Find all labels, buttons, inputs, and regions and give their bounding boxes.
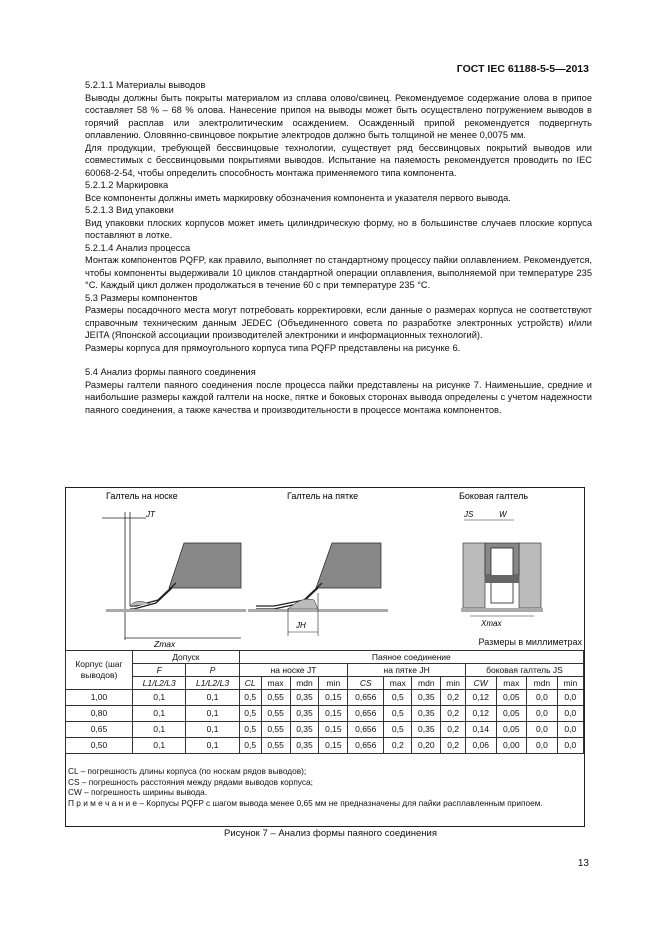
section-heading: 5.2.1.2 Маркировка [85, 180, 169, 190]
table-cell: 0,0 [527, 722, 558, 738]
table-cell: 0,00 [496, 738, 527, 754]
table-cell: 0,15 [319, 722, 348, 738]
table-cell: 0,35 [412, 722, 441, 738]
paragraph: Монтаж компонентов PQFP, как правило, выполняет по стандартному процессу пайки оплавлением. Рекомендуется, чтобы компоненты выдерживали 10 циклов стандартной операции оплавления, выполняемой при температуре 235 °С. Каждый цикл должен продолжаться в течение 60 с при температуре 235 °С. [85, 255, 592, 290]
paragraph: Размеры галтели паяного соединения после процесса пайки представлены на рисунке 7. Наименьшие, средние и наибольшие размеры каждой галтели на носке, пятке и боковых сторонах вывода определены с учетом надежности паяного соединения, а также качества и производительности в процессе монтажа компонентов. [85, 379, 592, 415]
side-fillet-diagram [461, 510, 543, 628]
w-label: W [499, 510, 507, 519]
table-cell: 0,35 [412, 690, 441, 706]
jt-label: JT [146, 510, 155, 519]
table-cell: 0,0 [557, 738, 583, 754]
toe-fillet-diagram [102, 510, 246, 648]
js-label: JS [464, 510, 474, 519]
table-cell: 0,1 [133, 690, 186, 706]
table-cell: 0,35 [290, 690, 319, 706]
table-cell: 0,0 [557, 722, 583, 738]
table-cell: 0,5 [384, 706, 412, 722]
diagram-title-heel: Галтель на пятке [287, 491, 359, 501]
table-cell: 0,35 [290, 706, 319, 722]
paragraph: Размеры посадочного места могут потребовать корректировки, если данные о размерах корпуса не соответствуют справочным техническим данным JEDEC (Объединенного совета по разработке электронных устройств) и/или JEITA (Японской ассоциации производителей электроники и информационных технологий). [85, 305, 592, 340]
table-cell: 0,35 [412, 706, 441, 722]
th-l: L1/L2/L3 [133, 677, 186, 690]
note-cw: CW – погрешность ширины вывода. [68, 787, 208, 797]
th-side: боковая галтель JS [465, 664, 583, 677]
table-cell: 0,2 [384, 738, 412, 754]
section-heading: 5.3 Размеры компонентов [85, 292, 198, 303]
table-cell: 0,5 [384, 690, 412, 706]
document-header: ГОСТ IEC 61188-5-5—2013 [456, 63, 589, 75]
body-text [85, 79, 592, 416]
diagram-title-toe: Галтель на носке [106, 491, 178, 501]
table-cell: 0,65 [66, 722, 133, 738]
table-cell: 0,05 [496, 706, 527, 722]
table-cell: 0,656 [348, 722, 384, 738]
table-cell: 0,35 [290, 738, 319, 754]
units-note: Размеры в миллиметрах [478, 637, 582, 647]
th-heel: на пятке JH [348, 664, 466, 677]
table-cell: 0,50 [66, 738, 133, 754]
table-cell: 0,14 [465, 722, 496, 738]
table-cell: 0,5 [239, 690, 261, 706]
th-max: max [261, 677, 290, 690]
table-cell: 0,12 [465, 690, 496, 706]
table-cell: 0,15 [319, 706, 348, 722]
th-min: min [441, 677, 466, 690]
table-cell: 0,06 [465, 738, 496, 754]
table-cell: 0,55 [261, 738, 290, 754]
th-f: F [133, 664, 186, 677]
th-max: max [496, 677, 527, 690]
section-heading: 5.2.1.1 Материалы выводов [85, 80, 206, 90]
table-cell: 0,0 [557, 690, 583, 706]
table-cell: 0,20 [412, 738, 441, 754]
jh-label: JH [296, 621, 306, 630]
table-cell: 0,1 [133, 706, 186, 722]
th-min: min [319, 677, 348, 690]
th-corpus: Корпус (шаг выводов) [66, 651, 133, 690]
table-cell: 0,55 [261, 722, 290, 738]
table-cell: 0,2 [441, 690, 466, 706]
th-l: L1/L2/L3 [186, 677, 239, 690]
th-p: P [186, 664, 239, 677]
table-cell: 0,5 [239, 738, 261, 754]
table-row [66, 722, 584, 738]
heel-fillet-diagram [248, 543, 388, 636]
section-heading: 5.2.1.3 Вид упаковки [85, 205, 174, 215]
table-cell: 0,656 [348, 738, 384, 754]
figure-caption: Рисунок 7 – Анализ формы паяного соединения [224, 828, 437, 839]
table-cell: 0,1 [133, 722, 186, 738]
table-cell: 0,15 [319, 738, 348, 754]
solder-fillet-diagrams [66, 488, 584, 648]
zmax-label: Zmax [154, 639, 176, 648]
table-cell: 0,05 [496, 722, 527, 738]
th-cl: CL [239, 677, 261, 690]
table-cell: 0,5 [239, 706, 261, 722]
table-cell: 0,0 [557, 706, 583, 722]
table-row [66, 738, 584, 754]
table-cell: 0,0 [527, 738, 558, 754]
table-cell: 0,656 [348, 706, 384, 722]
th-tolerance: Допуск [133, 651, 240, 664]
page-number: 13 [577, 858, 589, 869]
table-cell: 0,656 [348, 690, 384, 706]
th-mdn: mdn [527, 677, 558, 690]
th-mdn: mdn [412, 677, 441, 690]
table-cell: 0,15 [319, 690, 348, 706]
section-heading: 5.2.1.4 Анализ процесса [85, 242, 191, 253]
table-cell: 0,05 [496, 690, 527, 706]
table-cell: 0,5 [239, 722, 261, 738]
note-cs: CS – погрешность расстояния между рядами выводов корпуса; [68, 776, 313, 787]
paragraph: Все компоненты должны иметь маркировку обозначения компонента и указателя первого вывода. [85, 192, 511, 203]
table-cell: 0,1 [186, 738, 239, 754]
table-cell: 0,80 [66, 706, 133, 722]
table-cell: 0,0 [527, 690, 558, 706]
th-joint: Паяное соединение [239, 651, 583, 664]
table-cell: 0,1 [133, 738, 186, 754]
th-max: max [384, 677, 412, 690]
paragraph: Размеры корпуса для прямоугольного корпуса типа PQFP представлены на рисунке 6. [85, 342, 461, 353]
th-cs: CS [348, 677, 384, 690]
figure-7 [65, 487, 585, 827]
note-cl: CL – погрешность длины корпуса (по носкам рядов выводов); [68, 766, 307, 776]
table-cell: 0,1 [186, 690, 239, 706]
table-cell: 0,55 [261, 706, 290, 722]
note-remark: П р и м е ч а н и е – Корпусы PQFP с шагом вывода менее 0,65 мм не предназначены для пайки расплавленным припоем. [68, 797, 543, 808]
th-min: min [557, 677, 583, 690]
table-cell: 1,00 [66, 690, 133, 706]
figure-notes [66, 766, 582, 808]
th-mdn: mdn [290, 677, 319, 690]
table-cell: 0,0 [527, 706, 558, 722]
diagram-title-side: Боковая галтель [459, 491, 529, 501]
table-cell: 0,2 [441, 738, 466, 754]
table-cell: 0,1 [186, 706, 239, 722]
table-cell: 0,2 [441, 722, 466, 738]
table-cell: 0,1 [186, 722, 239, 738]
table-row [66, 690, 584, 706]
th-cw: CW [465, 677, 496, 690]
table-cell: 0,55 [261, 690, 290, 706]
section-heading: 5.4 Анализ формы паяного соединения [85, 367, 256, 377]
table-cell: 0,5 [384, 722, 412, 738]
table-cell: 0,2 [441, 706, 466, 722]
fillet-dimensions-table [65, 650, 584, 754]
paragraph: Для продукции, требующей бессвинцовые технологии, существует ряд бессвинцовых покрытий выводов или совместимых с бессвинцовыми покрытиями выводов. Испытание на паяемость рекомендуется проводить по IEC 60068-2-54, чтобы определить способность монтажа применяемого типа компонента. [85, 142, 592, 178]
th-toe: на носке JT [239, 664, 348, 677]
paragraph: Вид упаковки плоских корпусов может иметь цилиндрическую форму, но в большинстве случаев плоские корпуса поставляют в лотке. [85, 217, 592, 240]
table-row [66, 706, 584, 722]
table-cell: 0,12 [465, 706, 496, 722]
sub-header-row [66, 677, 584, 690]
table-cell: 0,35 [290, 722, 319, 738]
paragraph: Выводы должны быть покрыты материалом из сплава олово/свинец. Рекомендуемое содержание олова в припое составляет 58 % – 68 % олова. Нанесение припоя на выводы может быть осуществлено погружением выводов в горячий расплав или электролитическим осаждением. Осажденный припой рекомендуется подвергнуть оплавлению. Оловянно-свинцовое покрытие электродов должно быть толщиной не менее 0,0075 мм. [85, 92, 592, 140]
xmax-label: Xmax [481, 619, 502, 628]
